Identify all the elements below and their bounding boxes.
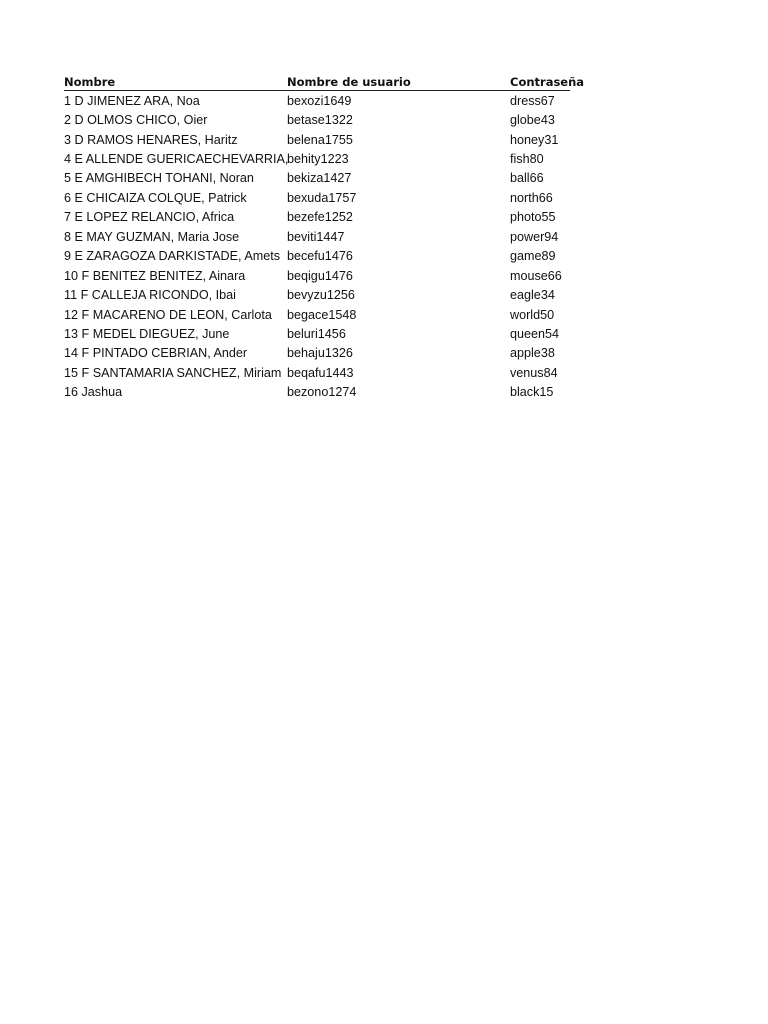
cell-username: becefu1476 bbox=[287, 249, 353, 264]
header-username: Nombre de usuario bbox=[287, 75, 411, 89]
cell-password: world50 bbox=[510, 307, 555, 322]
cell-username: bekiza1427 bbox=[287, 171, 352, 186]
cell-username: beluri1456 bbox=[287, 326, 346, 341]
table-row bbox=[64, 110, 570, 129]
cell-username: bexuda1757 bbox=[287, 190, 357, 205]
cell-name: 3 D RAMOS HENARES, Haritz bbox=[64, 132, 238, 147]
cell-name: 15 F SANTAMARIA SANCHEZ, Miriam bbox=[64, 365, 282, 380]
table-row bbox=[64, 169, 570, 188]
cell-username: begace1548 bbox=[287, 307, 357, 322]
table-row bbox=[64, 324, 570, 343]
table-row bbox=[64, 305, 570, 324]
table-row bbox=[64, 285, 570, 304]
table-row bbox=[64, 91, 570, 110]
cell-name: 11 F CALLEJA RICONDO, Ibai bbox=[64, 288, 236, 303]
cell-password: game89 bbox=[510, 249, 556, 264]
cell-username: bezono1274 bbox=[287, 385, 357, 400]
cell-username: bevyzu1256 bbox=[287, 288, 355, 303]
table-row bbox=[64, 247, 570, 266]
cell-name: 1 D JIMENEZ ARA, Noa bbox=[64, 93, 200, 108]
cell-password: globe43 bbox=[510, 113, 555, 128]
header-password: Contraseña bbox=[510, 75, 585, 89]
cell-password: venus84 bbox=[510, 365, 558, 380]
table-row bbox=[64, 383, 570, 402]
cell-password: eagle34 bbox=[510, 288, 555, 303]
user-credentials-table bbox=[64, 70, 585, 402]
cell-username: beqigu1476 bbox=[287, 268, 353, 283]
cell-password: fish80 bbox=[510, 152, 544, 167]
cell-name: 4 E ALLENDE GUERICAECHEVARRIA, bbox=[64, 152, 289, 167]
table-row bbox=[64, 266, 570, 285]
table-row bbox=[64, 149, 570, 168]
cell-password: power94 bbox=[510, 229, 559, 244]
cell-password: apple38 bbox=[510, 346, 555, 361]
cell-username: behaju1326 bbox=[287, 346, 353, 361]
cell-username: bezefe1252 bbox=[287, 210, 353, 225]
cell-name: 2 D OLMOS CHICO, Oier bbox=[64, 113, 208, 128]
cell-name: 10 F BENITEZ BENITEZ, Ainara bbox=[64, 268, 246, 283]
table-header bbox=[64, 70, 585, 91]
cell-name: 16 Jashua bbox=[64, 385, 123, 400]
table-body bbox=[64, 91, 570, 402]
table-row bbox=[64, 188, 570, 207]
cell-name: 8 E MAY GUZMAN, Maria Jose bbox=[64, 229, 240, 244]
cell-username: beqafu1443 bbox=[287, 365, 354, 380]
cell-name: 12 F MACARENO DE LEON, Carlota bbox=[64, 307, 272, 322]
cell-password: photo55 bbox=[510, 210, 556, 225]
table-row bbox=[64, 344, 570, 363]
cell-username: behity1223 bbox=[287, 152, 349, 167]
cell-password: honey31 bbox=[510, 132, 559, 147]
cell-name: 7 E LOPEZ RELANCIO, Africa bbox=[64, 210, 235, 225]
cell-username: belena1755 bbox=[287, 132, 353, 147]
header-name: Nombre bbox=[64, 75, 116, 89]
cell-name: 6 E CHICAIZA COLQUE, Patrick bbox=[64, 190, 247, 205]
cell-username: bexozi1649 bbox=[287, 93, 352, 108]
cell-username: betase1322 bbox=[287, 113, 353, 128]
cell-password: north66 bbox=[510, 190, 553, 205]
table-row bbox=[64, 130, 570, 149]
cell-password: ball66 bbox=[510, 171, 544, 186]
table-row bbox=[64, 227, 570, 246]
cell-name: 13 F MEDEL DIEGUEZ, June bbox=[64, 326, 230, 341]
cell-password: mouse66 bbox=[510, 268, 562, 283]
cell-password: dress67 bbox=[510, 93, 555, 108]
cell-name: 14 F PINTADO CEBRIAN, Ander bbox=[64, 346, 248, 361]
cell-name: 5 E AMGHIBECH TOHANI, Noran bbox=[64, 171, 254, 186]
table-row bbox=[64, 208, 570, 227]
cell-password: black15 bbox=[510, 385, 554, 400]
cell-password: queen54 bbox=[510, 326, 560, 341]
cell-name: 9 E ZARAGOZA DARKISTADE, Amets bbox=[64, 249, 281, 264]
table-row bbox=[64, 363, 570, 382]
cell-username: beviti1447 bbox=[287, 229, 345, 244]
